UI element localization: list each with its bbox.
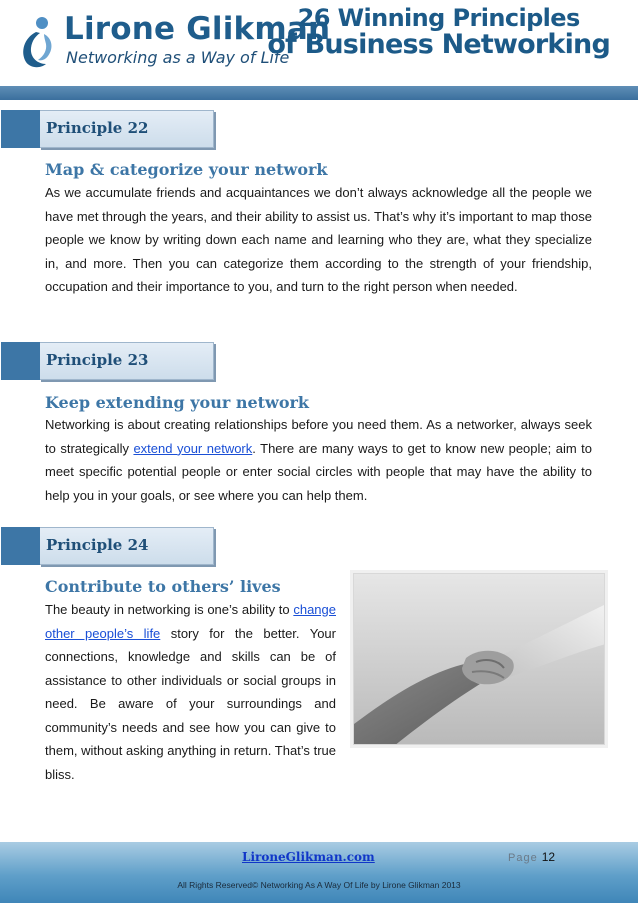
section-body [45,413,592,507]
page-number [508,850,555,864]
section-body [45,598,336,786]
clasped-hands-image [354,574,605,745]
section-heading: Contribute to others’ lives [45,577,281,596]
handshake-photo [353,573,605,745]
principle-label: Principle 22 [46,119,149,137]
body-text: Networking is about creating relationships before you need them. As a networker, always seek to strategically [45,417,592,456]
section-heading: Keep extending your network [45,393,310,412]
page-number-value: 12 [541,850,556,864]
page-header [0,0,638,100]
series-title [267,6,610,60]
principle-label: Principle 23 [46,351,149,369]
body-text: story for the better. Your connections, knowledge and skills can be of assistance to other individuals or social groups in need. Be aware of your surroundings and community’s needs and see how you can give to them, without asking anything in return. That’s true bliss. [45,625,336,782]
brand-name: Lirone Glikman [64,11,331,47]
principle-label: Principle 24 [46,536,149,554]
series-title-line1: 26 Winning Principles [297,4,580,32]
section-heading: Map & categorize your network [45,160,328,179]
body-text: . There are many ways to get to know new people; aim to meet specific potential people or enter social circles with people that may have the ability to help you in your goals, or see where you can help them. [45,440,592,503]
site-link[interactable]: LironeGlikman.com [242,850,375,864]
section-body: As we accumulate friends and acquaintances we don’t always acknowledge all the people we have met through the years, and their ability to assist us. That’s why it’s important to map those people we know by writing down each name and learning who they are, what they specialize in, and more. Then you can categorize them according to the strength of your friendship, occupation and their importance to you, and turn to the right person when needed. [45,185,592,294]
header-band [0,86,638,100]
brand-tagline: Networking as a Way of Life [66,48,290,67]
copyright-notice: All Rights Reserved© Networking As A Way Of Life by Lirone Glikman 2013 [177,880,461,890]
extend-network-link[interactable]: extend your network [133,440,253,456]
page-label: Page [508,852,538,864]
principle-tab [39,527,214,565]
body-text: The beauty in networking is one’s ability to [45,602,294,617]
page-footer [0,842,638,903]
change-lives-link[interactable]: change other people’s life [45,602,336,641]
logo-figure-icon [14,14,64,70]
series-title-line2: of Business Networking [267,29,610,61]
principle-tab [39,110,214,148]
principle-tab [39,342,214,380]
